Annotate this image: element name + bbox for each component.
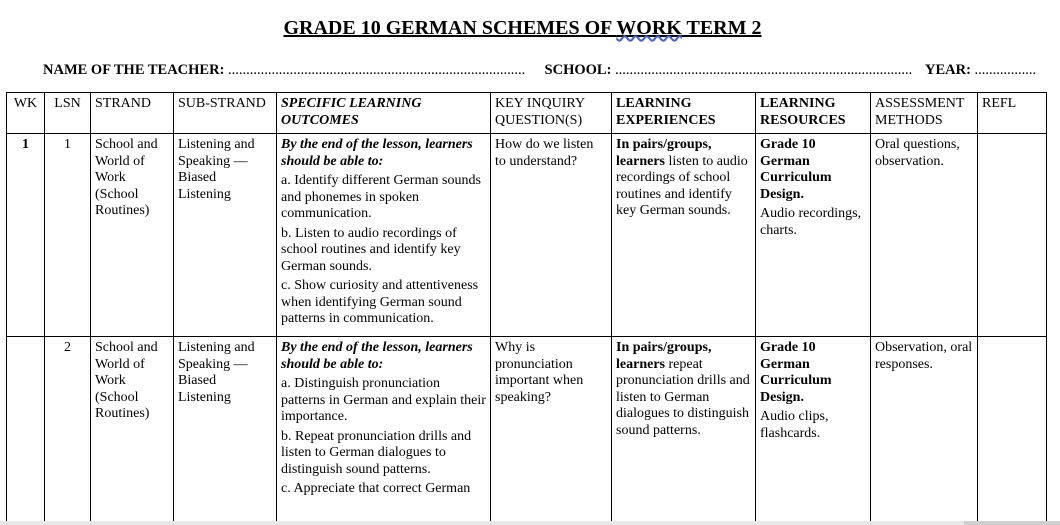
cell-wk: 1 (7, 134, 45, 337)
header-experiences: LEARNING EXPERIENCES (612, 93, 756, 134)
resources-design: Grade 10 German Curriculum Design. (760, 137, 832, 202)
experiences-text: repeat pronunciation drills and listen to German dialogues to distinguish sound patterns. (616, 356, 750, 438)
header-assessment: ASSESSMENT METHODS (871, 93, 978, 134)
scrollbar-grip[interactable] (964, 521, 1060, 525)
cell-experiences (612, 134, 756, 337)
year-blank: ................. (970, 62, 1037, 78)
table-header-row (7, 93, 1047, 134)
cell-substrand: Listening and Speaking — Biased Listening (174, 134, 277, 337)
header-outcomes: SPECIFIC LEARNING OUTCOMES (277, 93, 491, 134)
outcome-a: a. Identify different German sounds and phonemes in spoken communication. (281, 173, 481, 221)
experiences-lead: In pairs/groups, learners (616, 340, 712, 372)
resources-materials: Audio recordings, charts. (760, 206, 862, 238)
title-spellcheck-word: WORK (616, 17, 682, 39)
cell-substrand: Listening and Speaking — Biased Listening (174, 337, 277, 523)
header-inquiry: KEY INQUIRY QUESTION(S) (491, 93, 612, 134)
cell-inquiry: Why is pronunciation important when speaking? (491, 337, 612, 523)
header-lsn: LSN (45, 93, 91, 134)
outcome-b: b. Listen to audio recordings of school routines and identify key German sounds. (281, 225, 461, 274)
table-row (7, 337, 1047, 523)
cell-refl (978, 134, 1047, 337)
school-blank: .................................................................................. (611, 62, 913, 78)
outcome-a: a. Distinguish pronunciation patterns in German and explain their importance. (281, 376, 486, 424)
header-resources: LEARNING RESOURCES (756, 93, 871, 134)
year-label: YEAR: (925, 62, 971, 78)
schemes-table (6, 92, 1047, 523)
cell-strand: School and World of Work (School Routines) (91, 134, 174, 337)
school-label: SCHOOL: (544, 62, 612, 78)
document-title (0, 17, 1045, 40)
table-row (7, 134, 1047, 337)
header-strand: STRAND (91, 93, 174, 134)
cell-outcomes (277, 134, 491, 337)
title-term: TERM 2 (681, 17, 762, 39)
header-fields (43, 62, 1036, 79)
resources-materials: Audio clips, flashcards. (760, 409, 829, 441)
cell-assessment: Observation, oral responses. (871, 337, 978, 523)
cell-refl (978, 337, 1047, 523)
teacher-label: NAME OF THE TEACHER: (43, 62, 225, 78)
header-substrand: SUB-STRAND (174, 93, 277, 134)
cell-assessment: Oral questions, observation. (871, 134, 978, 337)
outcomes-intro: By the end of the lesson, learners should be able to: (281, 137, 473, 169)
cell-strand: School and World of Work (School Routines) (91, 337, 174, 523)
cell-resources (756, 134, 871, 337)
cell-lsn: 2 (45, 337, 91, 523)
title-text: GRADE 10 GERMAN SCHEMES OF (283, 17, 617, 39)
outcomes-intro: By the end of the lesson, learners should be able to: (281, 340, 473, 372)
cell-experiences (612, 337, 756, 523)
cell-inquiry: How do we listen to understand? (491, 134, 612, 337)
cell-lsn: 1 (45, 134, 91, 337)
header-wk: WK (7, 93, 45, 134)
horizontal-scrollbar[interactable] (0, 521, 1060, 525)
outcome-c: c. Appreciate that correct German (281, 481, 471, 496)
outcome-b: b. Repeat pronunciation drills and listen to German dialogues to distinguish sound patterns. (281, 428, 472, 477)
experiences-lead: In pairs/groups, learners (616, 137, 712, 169)
cell-resources (756, 337, 871, 523)
header-refl: REFL (978, 93, 1047, 134)
outcome-c: c. Show curiosity and attentiveness when identifying German sound patterns in communication. (281, 278, 479, 326)
cell-wk (7, 337, 45, 523)
teacher-blank: .................................................................................. (224, 62, 526, 78)
experiences-text: listen to audio recordings of school routines and identify key German sounds. (616, 153, 748, 218)
resources-design: Grade 10 German Curriculum Design. (760, 340, 832, 405)
cell-outcomes (277, 337, 491, 523)
